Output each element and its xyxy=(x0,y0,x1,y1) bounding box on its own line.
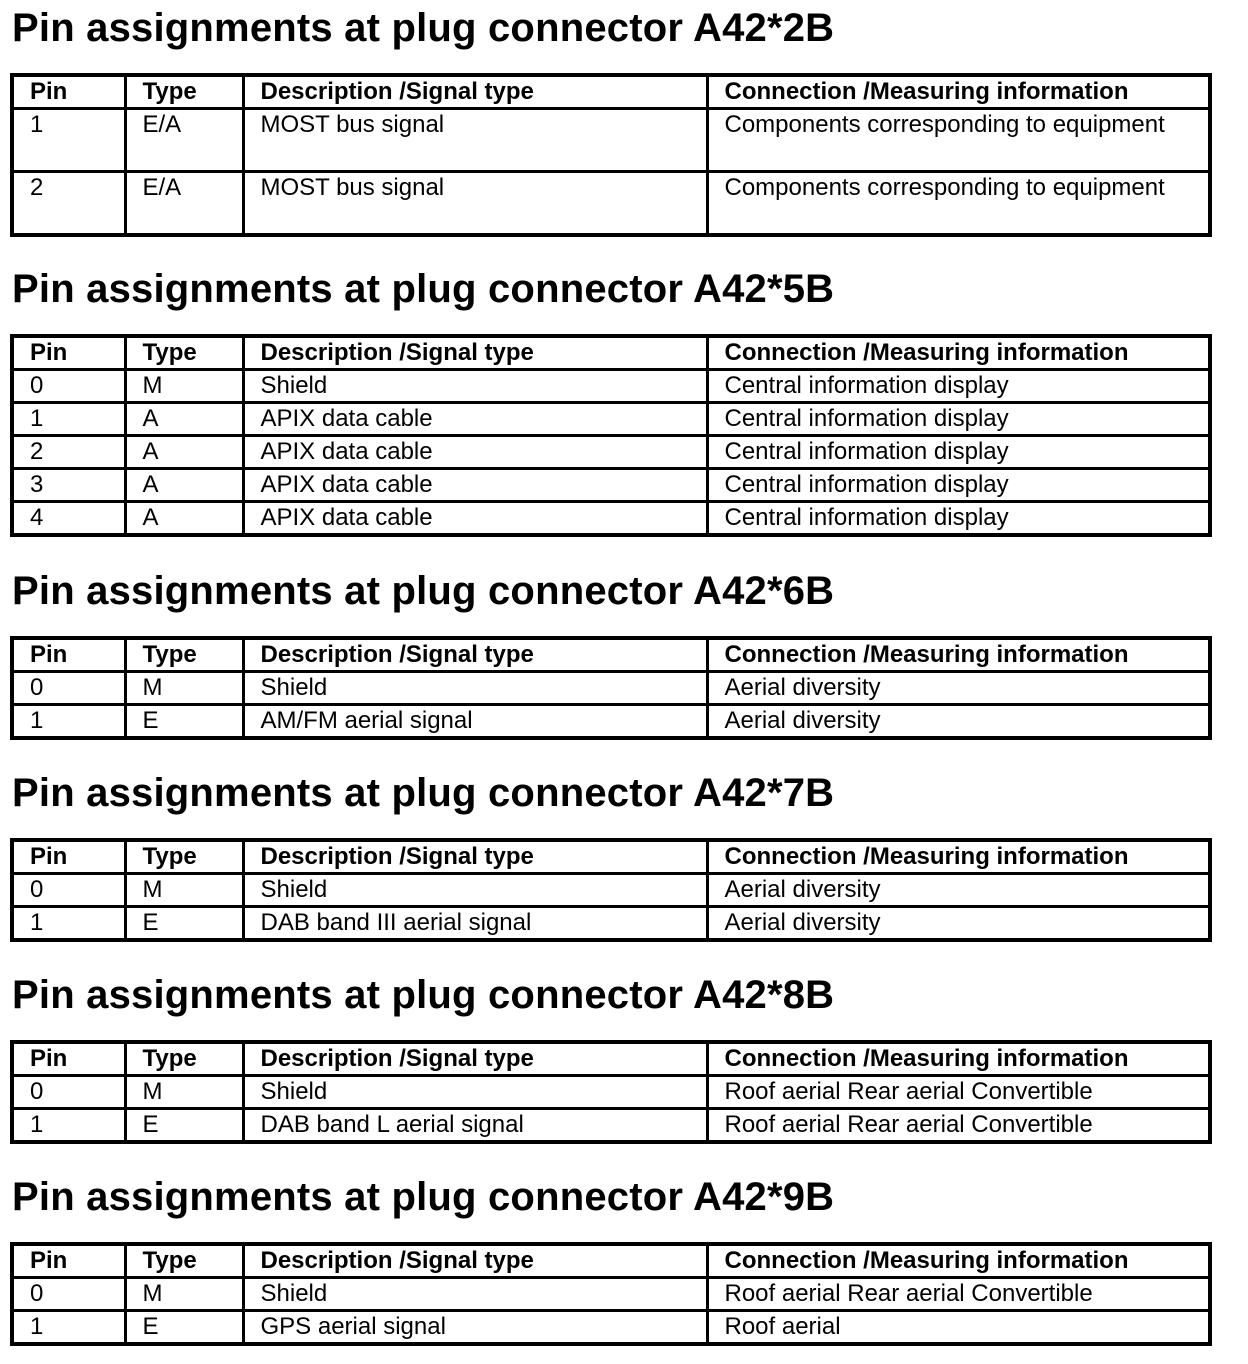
pin-table xyxy=(10,636,1212,740)
cell-description: APIX data cable xyxy=(243,502,707,536)
table-row xyxy=(12,436,1210,469)
cell-pin: 1 xyxy=(12,1109,125,1143)
cell-pin: 2 xyxy=(12,172,125,236)
cell-type: M xyxy=(125,1076,243,1109)
header-pin: Pin xyxy=(12,75,125,109)
cell-connection: Aerial diversity xyxy=(707,874,1210,907)
section-title: Pin assignments at plug connector A42*6B xyxy=(12,569,835,613)
cell-connection: Roof aerial Rear aerial Convertible xyxy=(707,1109,1210,1143)
header-description: Description /Signal type xyxy=(243,1244,707,1278)
section-title: Pin assignments at plug connector A42*9B xyxy=(12,1175,835,1219)
header-description: Description /Signal type xyxy=(243,75,707,109)
header-connection: Connection /Measuring information xyxy=(707,1042,1210,1076)
header-description: Description /Signal type xyxy=(243,1042,707,1076)
table-header-row xyxy=(12,840,1210,874)
cell-type: A xyxy=(125,403,243,436)
cell-type: A xyxy=(125,469,243,502)
pin-table xyxy=(10,838,1212,942)
header-connection: Connection /Measuring information xyxy=(707,840,1210,874)
cell-type: E/A xyxy=(125,172,243,236)
header-pin: Pin xyxy=(12,336,125,370)
cell-connection: Central information display xyxy=(707,370,1210,403)
cell-type: E xyxy=(125,1109,243,1143)
table-header-row xyxy=(12,336,1210,370)
cell-connection: Central information display xyxy=(707,502,1210,536)
cell-connection: Aerial diversity xyxy=(707,907,1210,941)
cell-description: APIX data cable xyxy=(243,436,707,469)
cell-description: MOST bus signal xyxy=(243,109,707,172)
header-description: Description /Signal type xyxy=(243,336,707,370)
cell-description: Shield xyxy=(243,1278,707,1311)
table-row xyxy=(12,1311,1210,1345)
cell-connection: Central information display xyxy=(707,403,1210,436)
cell-pin: 2 xyxy=(12,436,125,469)
header-type: Type xyxy=(125,840,243,874)
pin-table xyxy=(10,73,1212,237)
cell-description: Shield xyxy=(243,370,707,403)
cell-description: Shield xyxy=(243,672,707,705)
header-pin: Pin xyxy=(12,1244,125,1278)
section-title: Pin assignments at plug connector A42*5B xyxy=(12,267,835,311)
cell-connection: Aerial diversity xyxy=(707,705,1210,739)
header-connection: Connection /Measuring information xyxy=(707,75,1210,109)
cell-type: E xyxy=(125,907,243,941)
cell-description: APIX data cable xyxy=(243,403,707,436)
header-connection: Connection /Measuring information xyxy=(707,1244,1210,1278)
cell-connection: Roof aerial Rear aerial Convertible xyxy=(707,1076,1210,1109)
header-type: Type xyxy=(125,336,243,370)
table-row xyxy=(12,469,1210,502)
cell-description: AM/FM aerial signal xyxy=(243,705,707,739)
cell-pin: 1 xyxy=(12,403,125,436)
header-type: Type xyxy=(125,1042,243,1076)
cell-type: M xyxy=(125,370,243,403)
cell-connection: Central information display xyxy=(707,436,1210,469)
cell-connection: Components corresponding to equipment xyxy=(707,172,1210,236)
cell-connection: Components corresponding to equipment xyxy=(707,109,1210,172)
cell-pin: 1 xyxy=(12,907,125,941)
table-row xyxy=(12,172,1210,236)
table-header-row xyxy=(12,75,1210,109)
cell-pin: 4 xyxy=(12,502,125,536)
header-pin: Pin xyxy=(12,840,125,874)
cell-description: Shield xyxy=(243,874,707,907)
table-row xyxy=(12,1109,1210,1143)
table-row xyxy=(12,370,1210,403)
table-header-row xyxy=(12,1042,1210,1076)
cell-type: A xyxy=(125,502,243,536)
cell-description: APIX data cable xyxy=(243,469,707,502)
table-row xyxy=(12,705,1210,739)
cell-description: Shield xyxy=(243,1076,707,1109)
table-row xyxy=(12,403,1210,436)
header-pin: Pin xyxy=(12,638,125,672)
cell-pin: 1 xyxy=(12,705,125,739)
cell-type: A xyxy=(125,436,243,469)
cell-description: DAB band L aerial signal xyxy=(243,1109,707,1143)
section-title: Pin assignments at plug connector A42*7B xyxy=(12,771,835,815)
cell-description: GPS aerial signal xyxy=(243,1311,707,1345)
cell-description: MOST bus signal xyxy=(243,172,707,236)
cell-description: DAB band III aerial signal xyxy=(243,907,707,941)
pin-table xyxy=(10,334,1212,537)
cell-pin: 0 xyxy=(12,672,125,705)
header-type: Type xyxy=(125,75,243,109)
table-header-row xyxy=(12,638,1210,672)
table-row xyxy=(12,502,1210,536)
cell-pin: 0 xyxy=(12,370,125,403)
cell-pin: 0 xyxy=(12,874,125,907)
table-row xyxy=(12,1278,1210,1311)
header-pin: Pin xyxy=(12,1042,125,1076)
header-type: Type xyxy=(125,1244,243,1278)
table-row xyxy=(12,109,1210,172)
cell-type: M xyxy=(125,672,243,705)
table-row xyxy=(12,874,1210,907)
pin-table xyxy=(10,1040,1212,1144)
table-row xyxy=(12,1076,1210,1109)
cell-connection: Roof aerial Rear aerial Convertible xyxy=(707,1278,1210,1311)
cell-type: M xyxy=(125,1278,243,1311)
cell-pin: 3 xyxy=(12,469,125,502)
cell-connection: Roof aerial xyxy=(707,1311,1210,1345)
cell-type: E xyxy=(125,1311,243,1345)
cell-pin: 1 xyxy=(12,1311,125,1345)
header-description: Description /Signal type xyxy=(243,840,707,874)
cell-connection: Aerial diversity xyxy=(707,672,1210,705)
header-connection: Connection /Measuring information xyxy=(707,638,1210,672)
table-row xyxy=(12,907,1210,941)
cell-type: E xyxy=(125,705,243,739)
cell-pin: 1 xyxy=(12,109,125,172)
table-row xyxy=(12,672,1210,705)
cell-pin: 0 xyxy=(12,1278,125,1311)
cell-connection: Central information display xyxy=(707,469,1210,502)
cell-pin: 0 xyxy=(12,1076,125,1109)
header-type: Type xyxy=(125,638,243,672)
section-title: Pin assignments at plug connector A42*2B xyxy=(12,6,835,50)
table-header-row xyxy=(12,1244,1210,1278)
cell-type: M xyxy=(125,874,243,907)
header-connection: Connection /Measuring information xyxy=(707,336,1210,370)
header-description: Description /Signal type xyxy=(243,638,707,672)
cell-type: E/A xyxy=(125,109,243,172)
pin-table xyxy=(10,1242,1212,1346)
section-title: Pin assignments at plug connector A42*8B xyxy=(12,973,835,1017)
